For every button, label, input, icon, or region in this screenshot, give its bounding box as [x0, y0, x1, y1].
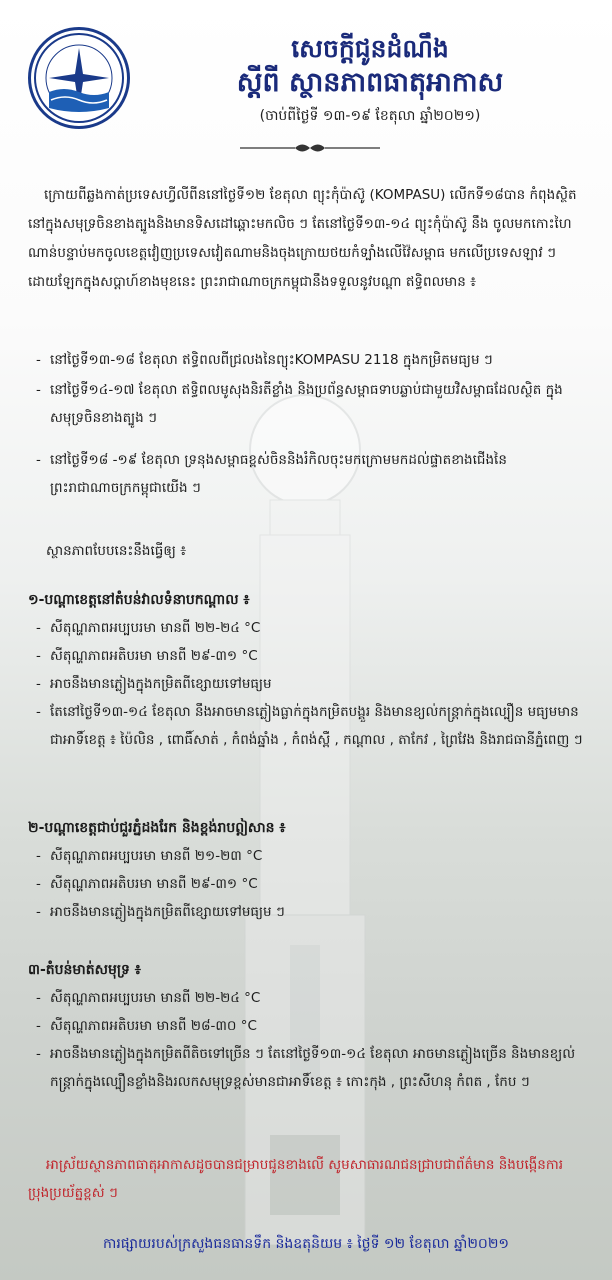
section-item: [36, 614, 588, 642]
intro-paragraph: ក្រោយពីឆ្លងកាត់ប្រទេសហ្វីលីពីននៅថ្ងៃទី១២ ខែតុលា ព្យុះកុំប៉ាស៊ូ (KOMPASU) លើកទី១៨បាន កំពុងស្ថិតនៅក្នុងសមុទ្រចិនខាងត្បូងនិងមានទិសដៅឆ្ពោះមកលិច ៗ តែនៅថ្ងៃទី១៣-១៤ ព្យុះកុំប៉ាស៊ូ នឹង ចូលមកកោះហៃណាន់បន្ទាប់មកចូលខេត្តវៀញប្រទេសវៀតណាមនិងចុងក្រោយថយកំទ្បាំងលើវ៉ៃសម្ពាធ មកលើប្រទេសឡាវ ៗ ដោយឡែកក្នុងសប្តាហ៍ខាងមុខនេះ ព្រះរាជាណាចក្រកម្ពុជានឹងទទួលនូវបណ្តា ឥទ្ធិពលមាន ៖: [28, 187, 577, 290]
dash-marker: -: [36, 676, 41, 692]
intro-bullet: [36, 446, 588, 502]
period: (ចាប់ពីថ្ងៃទី ១៣-១៩ ខែតុលា ឆ្នាំ២០២១): [259, 108, 481, 124]
dash-marker: -: [36, 452, 41, 468]
section-item: [36, 1012, 588, 1040]
item-text: សីតុណ្ហភាពអតិបរមា មានពី ២៨-៣០ °C: [50, 1018, 257, 1034]
dash-marker: -: [36, 904, 41, 920]
dash-marker: -: [36, 848, 41, 864]
notice-title: សេចក្តីជូនដំណឹង: [291, 34, 449, 63]
item-text: អាចនឹងមានភ្លៀងក្នុងកម្រិតពីខ្សោយទៅមធ្យម: [50, 676, 272, 692]
section-item: [36, 1040, 588, 1096]
item-text: តែនៅថ្ងៃទី១៣-១៤ ខែតុលា នឹងអាចមានភ្លៀងធ្លាក់ក្នុងកម្រិតបង្គួរ និងមានខ្យល់កន្ត្រាក់ក្នុងល្បឿន មធ្យមមានជាអាទិ៍ខេត្ត ៖ ប៉ៃលិន , ពោធិ៍សាត់ , កំពង់ឆ្នាំង , កំពង់ស្ពឺ , កណ្តាល , តាកែវ , ព្រៃវែង និងរាជធានីភ្នំពេញ ៗ: [50, 704, 583, 748]
intro-bullet: [36, 346, 588, 374]
dash-marker: -: [36, 990, 41, 1006]
item-text: អាចនឹងមានភ្លៀងក្នុងកម្រិតពីខ្សោយទៅមធ្យម ៗ: [50, 904, 285, 920]
dash-marker: -: [36, 382, 41, 398]
section-title: ១-បណ្តាខេត្តនៅតំបន់វាលទំនាបកណ្តាល ៖: [28, 592, 250, 608]
dash-marker: -: [36, 620, 41, 636]
section-item: [36, 870, 588, 898]
item-text: សីតុណ្ហភាពអប្បបរមា មានពី ២១-២៣ °C: [50, 848, 263, 864]
item-text: សីតុណ្ហភាពអប្បបរមា មានពី ២២-២៤ °C: [50, 990, 261, 1006]
section-item: [36, 898, 588, 926]
section-title: ៣-តំបន់មាត់សមុទ្រ ៖: [28, 962, 141, 978]
bullet-text: នៅថ្ងៃទី១៤-១៧ ខែតុលា ឥទ្ធិពលមូសុងនិរតីខ្លាំង និងប្រព័ន្ធសម្ពាធទាបឆ្លាប់ជាមួយវិសម្ពាធដែលស្ថិត ក្នុងសមុទ្រចិនខាងត្បូង ៗ: [50, 382, 563, 426]
warning-note: អាស្រ័យស្ថានភាពធាតុអាកាសដូចបានជម្រាបជូនខាងលើ សូមសាធារណជនជ្រាបជាព័ត៌មាន និងបង្កើនការ ប្រុងប្រយ័ត្នខ្ពស់ ៗ: [28, 1157, 564, 1201]
footer-publisher: ការផ្សាយរបស់ក្រសួងធនធានទឹក និងឧតុនិយម ៖ ថ្ងៃទី ១២ ខែតុលា ឆ្នាំ២០២១: [102, 1236, 510, 1252]
seal-icon: [31, 30, 127, 126]
item-text: សីតុណ្ហភាពអប្បបរមា មានពី ២២-២៤ °C: [50, 620, 261, 636]
item-text: អាចនឹងមានភ្លៀងក្នុងកម្រិតពីតិចទៅច្រើន ៗ តែនៅថ្ងៃទី១៣-១៤ ខែតុលា អាចមានភ្លៀងច្រើន និងមានខ្យល់កន្ត្រាក់ក្នុងល្បឿនខ្លាំងនិងរលកសមុទ្រខ្ពស់មានជាអាទិ៍ខេត្ត ៖ កោះកុង , ព្រះសីហនុ កំពត , កែប ៗ: [50, 1046, 576, 1090]
section-item: [36, 642, 588, 670]
dash-marker: -: [36, 704, 41, 720]
section-item: [36, 698, 588, 754]
section-item: [36, 842, 588, 870]
dash-marker: -: [36, 1018, 41, 1034]
section-item: [36, 670, 588, 698]
dash-marker: -: [36, 876, 41, 892]
bullet-text: នៅថ្ងៃទី១៨ -១៩ ខែតុលា ទ្រនុងសម្ពាធខ្ពស់ចិននិងរំកិលចុះមកក្រោមមកដល់ផ្ទាតខាងជើងនៃ ព្រះរាជាណាចក្រកម្ពុជាយើង ៗ: [50, 452, 507, 496]
situation-label: ស្ថានភាពបែបនេះនឹងធ្វើឲ្យ ៖: [46, 543, 187, 559]
dash-marker: -: [36, 648, 41, 664]
ministry-logo: [28, 27, 130, 129]
dash-marker: -: [36, 1046, 41, 1062]
item-text: សីតុណ្ហភាពអតិបរមា មានពី ២៩-៣១ °C: [50, 876, 258, 892]
item-text: សីតុណ្ហភាពអតិបរមា មានពី ២៩-៣១ °C: [50, 648, 258, 664]
notice-subject: ស្តីពី ស្ថានភាពធាតុអាកាស: [236, 67, 504, 98]
section-item: [36, 984, 588, 1012]
ornament-divider-icon: [240, 141, 380, 155]
section-title: ២-បណ្តាខេត្តជាប់ជួរភ្នំដងរែក និងខ្ពង់រាបឦសាន ៖: [28, 820, 286, 836]
dash-marker: -: [36, 352, 41, 368]
bullet-text: នៅថ្ងៃទី១៣-១៨ ខែតុលា ឥទ្ធិពលពីជ្រលងនៃព្យុះKOMPASU 2118 ក្នុងកម្រិតមធ្យម ៗ: [50, 352, 493, 368]
intro-bullet: [36, 376, 588, 432]
